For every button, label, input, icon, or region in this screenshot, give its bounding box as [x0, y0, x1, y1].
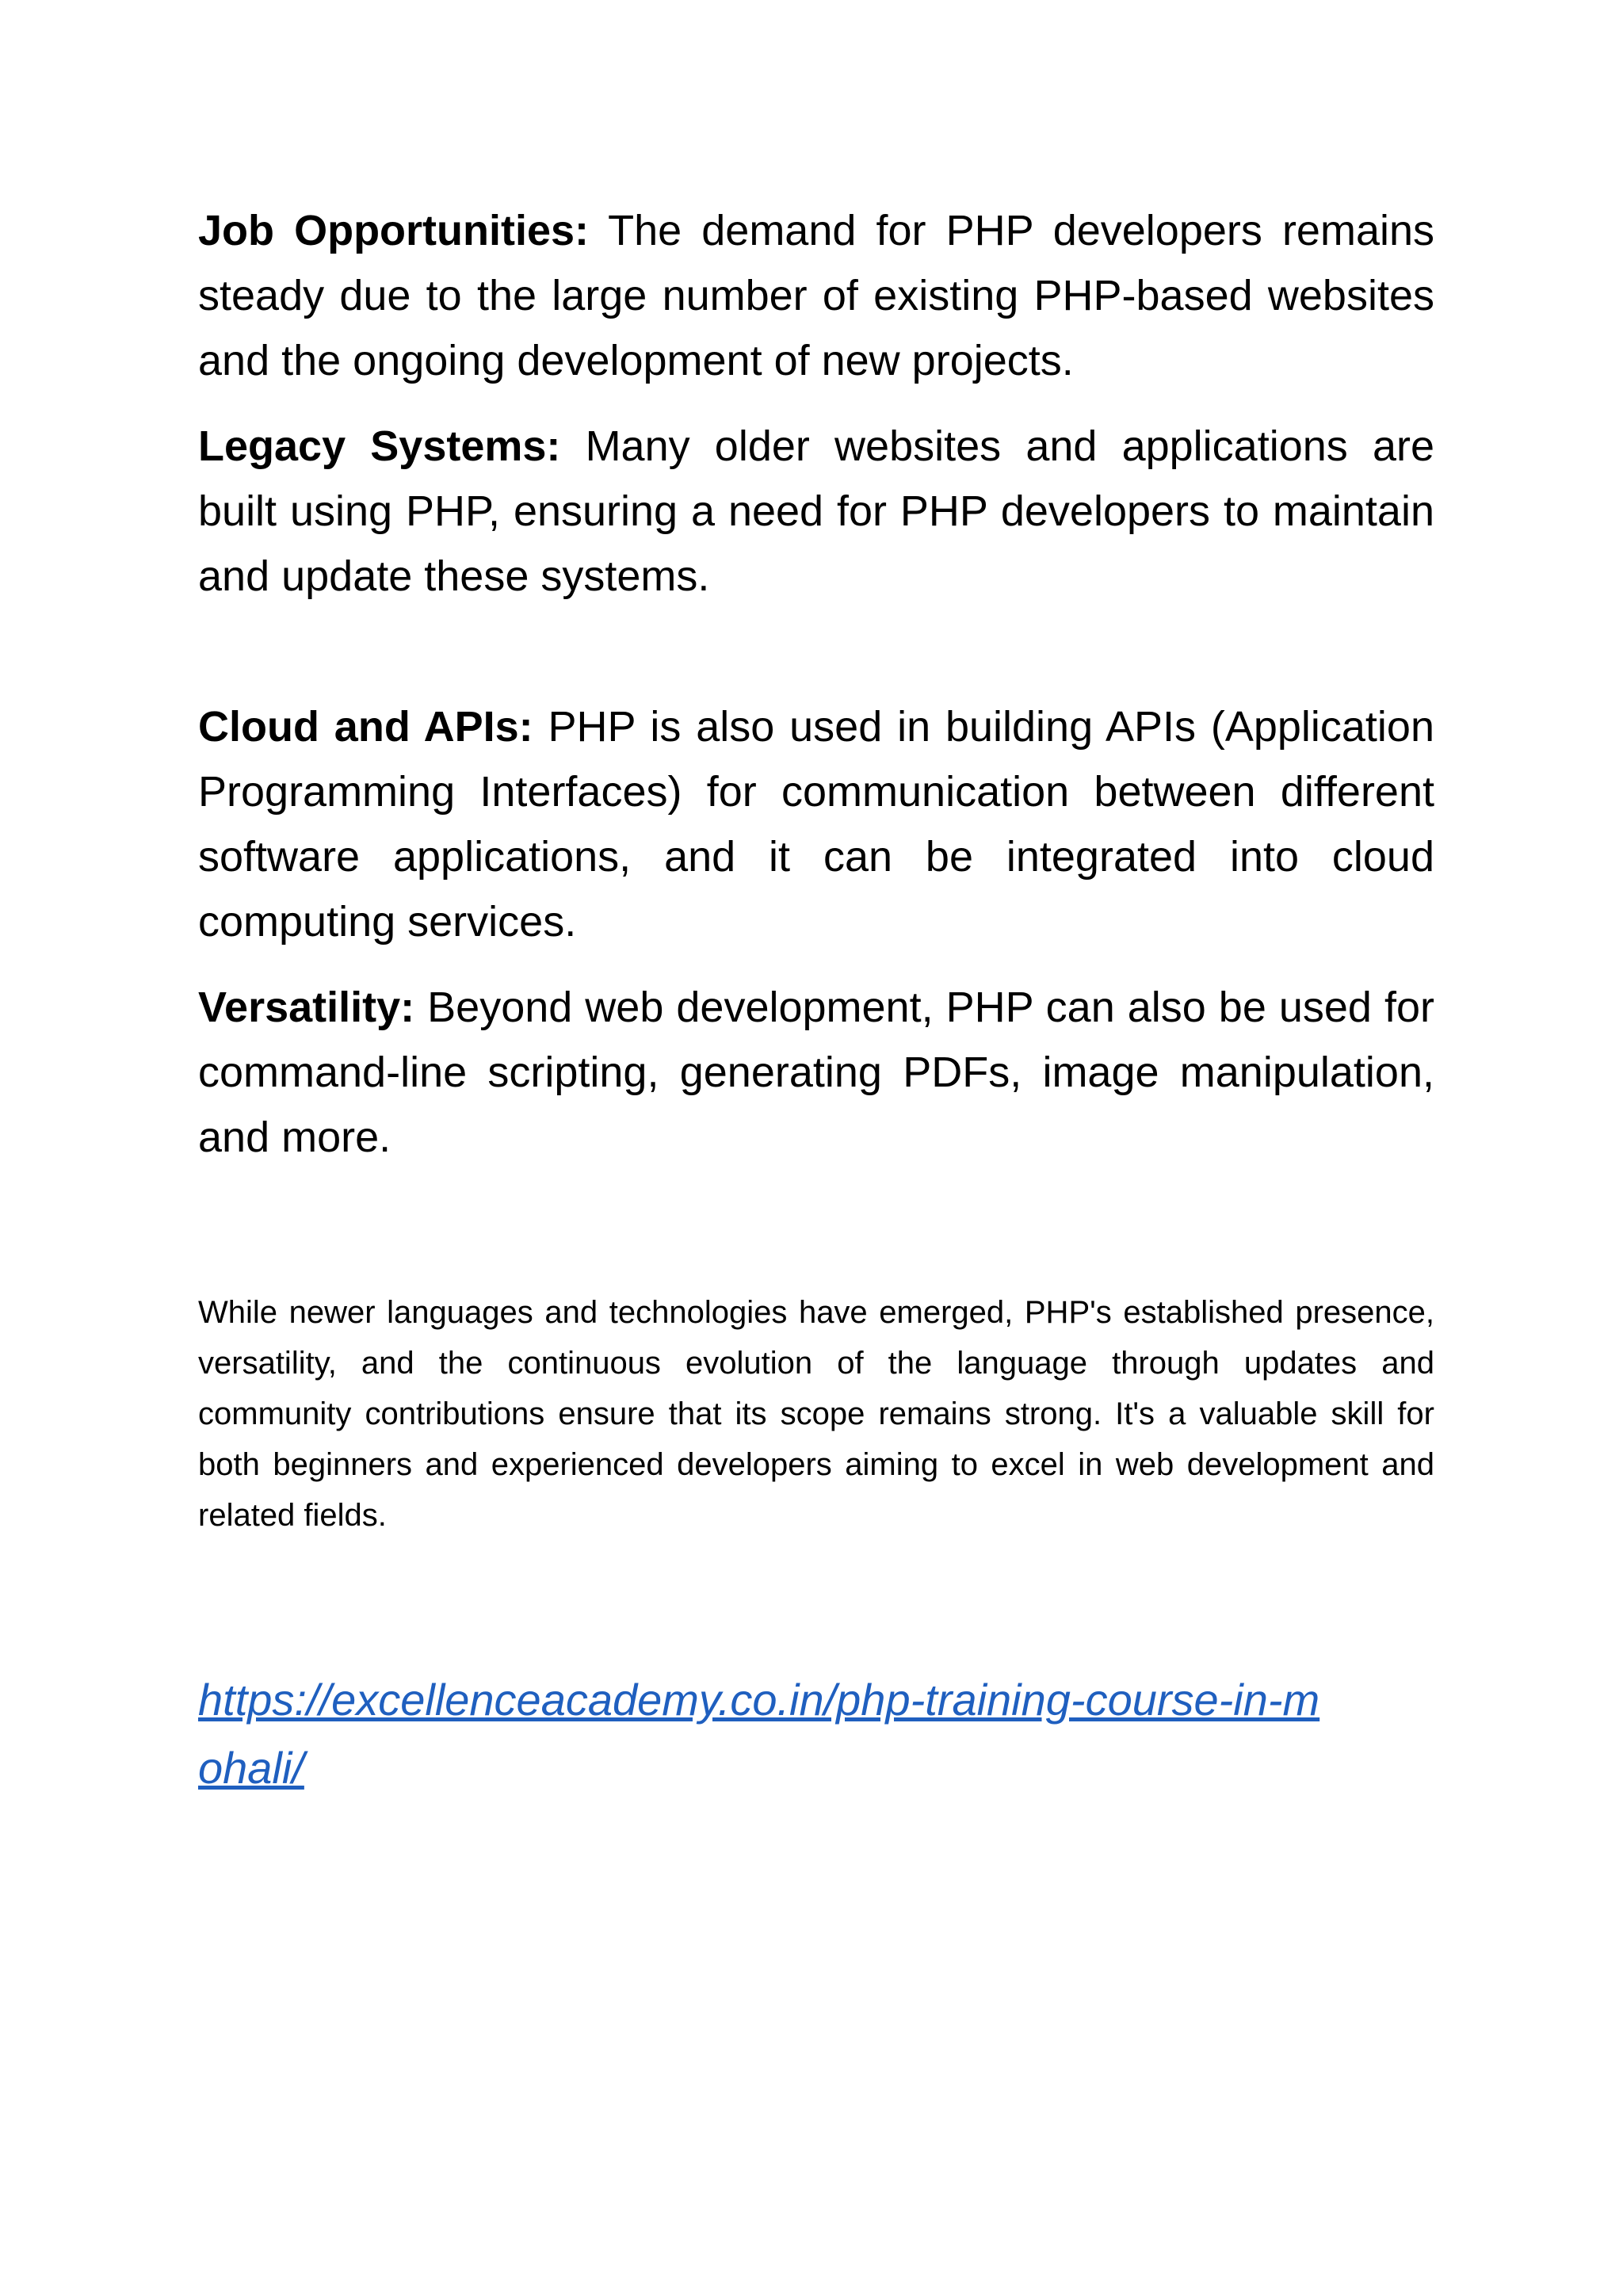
text-cloud-and-apis: PHP is also used in building APIs (Application Programming Interfaces) for communication between different software applications, and it can be integrated into cloud computing services. — [198, 703, 1434, 946]
document-body — [198, 198, 1434, 1802]
course-link[interactable]: https://excellenceacademy.co.in/php-training-course-in-mohali/ — [198, 1675, 1320, 1793]
paragraph-versatility — [198, 975, 1434, 1170]
paragraph-job-opportunities — [198, 198, 1434, 393]
term-legacy-systems: Legacy Systems: — [198, 422, 561, 470]
paragraph-cloud-and-apis — [198, 694, 1434, 954]
term-cloud-and-apis: Cloud and APIs: — [198, 703, 533, 751]
text-versatility: Beyond web development, PHP can also be used for command-line scripting, generating PDFs, image manipulation, and more. — [198, 984, 1434, 1161]
term-job-opportunities: Job Opportunities: — [198, 207, 590, 254]
paragraph-legacy-systems — [198, 414, 1434, 609]
text-job-opportunities: The demand for PHP developers remains steady due to the large number of existing PHP-based websites and the ongoing development of new projects. — [198, 207, 1435, 384]
text-legacy-systems: Many older websites and applications are built using PHP, ensuring a need for PHP developers to maintain and update these systems. — [198, 422, 1434, 600]
link-container — [198, 1666, 1339, 1802]
conclusion-paragraph: While newer languages and technologies have emerged, PHP's established presence, versatility, and the continuous evolution of the language through updates and community contributions ensure that its scope remains strong. It's a valuable skill for both beginners and experienced developers aiming to excel in web development and related fields. — [198, 1295, 1434, 1533]
term-versatility: Versatility: — [198, 984, 415, 1031]
